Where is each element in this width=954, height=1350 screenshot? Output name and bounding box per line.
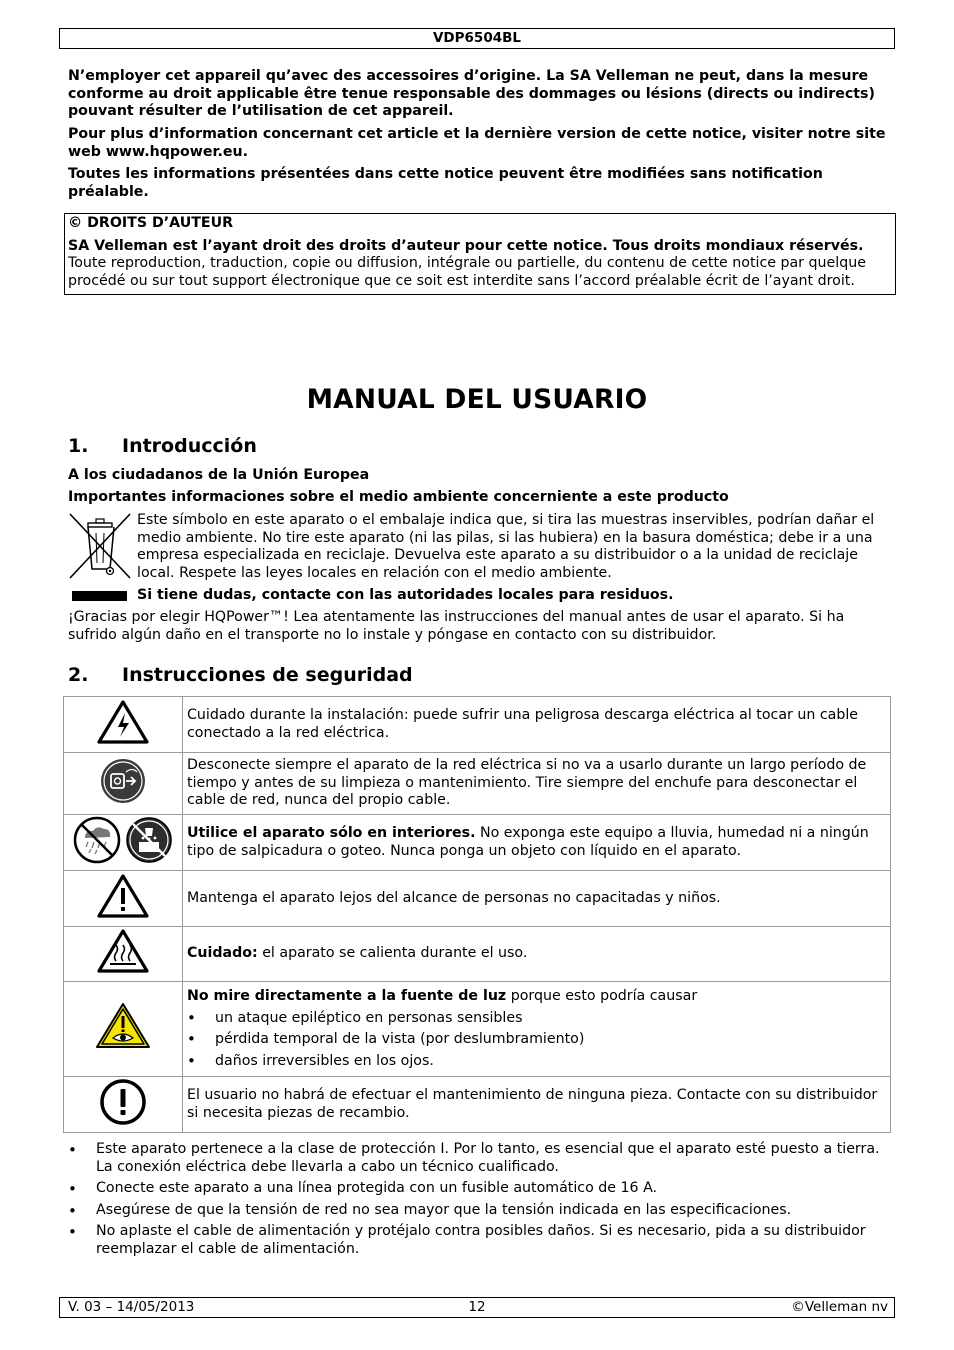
- safety-text-content: No exponga este equipo a lluvia, humedad ni a ningún tipo de salpicadura o goteo. Nunca ponga un objeto con líquido en el aparato.: [187, 825, 869, 859]
- copyright-text: Toute reproduction, traduction, copie ou diffusion, intégrale ou partielle, du contenu de cette notice par quelque procédé ou sur tout support électronique que ce soit est interdite sans l’accord préalable écrit de l’ayant droit.: [68, 255, 866, 289]
- safety-text: [183, 982, 891, 1077]
- manual-title: MANUAL DEL USUARIO: [306, 384, 648, 415]
- fr-accessories-paragraph: N’employer cet appareil qu’avec des accessoires d’origine. La SA Velleman ne peut, dans la mesure conforme au droit applicable être tenue responsable des dommages ou lésions (directs ou indirects) pouvant résulter de l’utilisation de cet appareil.: [68, 68, 875, 119]
- safety-row: [64, 815, 891, 871]
- safety-text: [183, 1077, 891, 1133]
- safety-text: [183, 753, 891, 815]
- safety-icon-cell: [64, 1077, 183, 1133]
- env-heading: Importantes informaciones sobre el medio ambiente concerniente a este producto: [68, 489, 729, 505]
- safety-row: [64, 927, 891, 982]
- footer-version: V. 03 – 14/05/2013: [68, 1299, 195, 1315]
- safety-icon-cell: [64, 871, 183, 927]
- safety-bullet: • Asegúrese de que la tensión de red no sea mayor que la tensión indicada en las especificaciones.: [68, 1202, 890, 1220]
- page-footer: [59, 1297, 895, 1318]
- eye-light-warning-icon: [95, 1038, 151, 1054]
- safety-text: [183, 927, 891, 982]
- safety-icon-cell: [64, 753, 183, 815]
- safety-text: [183, 871, 891, 927]
- safety-text: [183, 815, 891, 871]
- safety-bullet-list: [68, 1141, 890, 1262]
- safety-row: [64, 871, 891, 927]
- section-number: 2.: [68, 664, 89, 686]
- fr-website-paragraph: Pour plus d’information concernant cet article et la dernière version de cette notice, visiter notre site web www.hqpower.eu.: [68, 126, 886, 160]
- safety-bullet: • Conecte este aparato a una línea protegida con un fusible automático de 16 A.: [68, 1180, 890, 1198]
- footer-copyright: ©Velleman nv: [791, 1299, 888, 1315]
- no-liquid-on-device-icon: [125, 852, 173, 868]
- safety-icon-cell: [64, 982, 183, 1077]
- safety-text-content: porque esto podría causar: [506, 988, 698, 1004]
- safety-row: [64, 1077, 891, 1133]
- doubt-text: Si tiene dudas, contacte con las autoridades locales para residuos.: [137, 587, 674, 603]
- safety-text-bold: Cuidado:: [187, 945, 258, 962]
- footer-page-number: 12: [468, 1299, 486, 1315]
- section-title: Introducción: [122, 435, 257, 457]
- section-number: 1.: [68, 435, 89, 457]
- page-header: VDP6504BL: [59, 28, 895, 49]
- safety-icon-cell: [64, 927, 183, 982]
- copyright-title: © DROITS D’AUTEUR: [68, 215, 234, 231]
- safety-text-content: Cuidado durante la instalación: puede sufrir una peligrosa descarga eléctrica al tocar un cable conectado a la red eléctrica.: [187, 707, 859, 741]
- attention-icon: [99, 1114, 147, 1130]
- safety-row: [64, 753, 891, 815]
- thanks-paragraph: ¡Gracias por elegir HQPower™! Lea atentamente las instrucciones del manual antes de usar el aparato. Si ha sufrido algún daño en el transporte no lo instale y póngase en contacto con su distribuidor.: [68, 609, 845, 643]
- separate-collection-bar: [72, 591, 127, 601]
- weee-description: Este símbolo en este aparato o el embalaje indica que, si tira las muestras inservibles, podrían dañar el medio ambiente. No tire este aparato (ni las pilas, si las hubiera) en la basura doméstica; debe ir a una empresa especializada en reciclaje. Devuelva este aparato a su distribuidor o a la unidad de reciclaje local. Respete las leyes locales en relación con el medio ambiente.: [137, 512, 875, 581]
- safety-text-content: Mantenga el aparato lejos del alcance de personas no capacitadas y niños.: [187, 889, 721, 906]
- safety-icon-cell: [64, 815, 183, 871]
- safety-bullet: • No aplaste el cable de alimentación y protéjalo contra posibles daños. Si es necesario, pida a su distribuidor reemplazar el cable de alimentación.: [68, 1223, 890, 1258]
- fr-modification-paragraph: Toutes les informations présentées dans cette notice peuvent être modifiées sans notification préalable.: [68, 166, 823, 200]
- section-heading-introduccion: [68, 434, 257, 458]
- light-hazard-bullet: • un ataque epiléptico en personas sensibles: [187, 1010, 886, 1028]
- copyright-box: [64, 213, 896, 295]
- safety-text: [183, 697, 891, 753]
- safety-text-content: El usuario no habrá de efectuar el mantenimiento de ninguna pieza. Contacte con su distribuidor si necesita piezas de recambio.: [187, 1087, 878, 1121]
- safety-bullet: • Este aparato pertenece a la clase de protección I. Por lo tanto, es esencial que el aparato esté puesto a tierra. La conexión eléctrica debe llevarla a cabo un técnico cualificado.: [68, 1141, 890, 1176]
- safety-row: [64, 982, 891, 1077]
- safety-table: [63, 696, 891, 1133]
- safety-row: [64, 697, 891, 753]
- no-rain-icon: [73, 852, 126, 868]
- electric-shock-warning-icon: [96, 733, 150, 749]
- crossed-bin-icon: [68, 511, 132, 581]
- section-title: Instrucciones de seguridad: [122, 664, 413, 686]
- safety-text-content: el aparato se calienta durante el uso.: [257, 945, 528, 962]
- unplug-mains-icon: [99, 793, 147, 809]
- safety-icon-cell: [64, 697, 183, 753]
- safety-text-bold: No mire directamente a la fuente de luz: [187, 988, 507, 1004]
- general-warning-icon: [96, 907, 150, 923]
- copyright-statement: SA Velleman est l’ayant droit des droits d’auteur pour cette notice. Tous droits mondiaux réservés.: [68, 237, 864, 254]
- safety-text-bold: Utilice el aparato sólo en interiores.: [187, 825, 476, 841]
- light-hazard-bullet: • pérdida temporal de la vista (por deslumbramiento): [187, 1031, 886, 1049]
- light-hazard-bullet: • daños irreversibles en los ojos.: [187, 1053, 886, 1071]
- section-heading-seguridad: [68, 663, 413, 687]
- safety-text-content: Desconecte siempre el aparato de la red eléctrica si no va a usarlo durante un largo período de tiempo y antes de su limpieza o mantenimiento. Tire siempre del enchufe para desconectar el cable de red, nunca del propio cable.: [187, 757, 867, 809]
- hot-surface-warning-icon: [96, 962, 150, 978]
- eu-heading: A los ciudadanos de la Unión Europea: [68, 467, 370, 483]
